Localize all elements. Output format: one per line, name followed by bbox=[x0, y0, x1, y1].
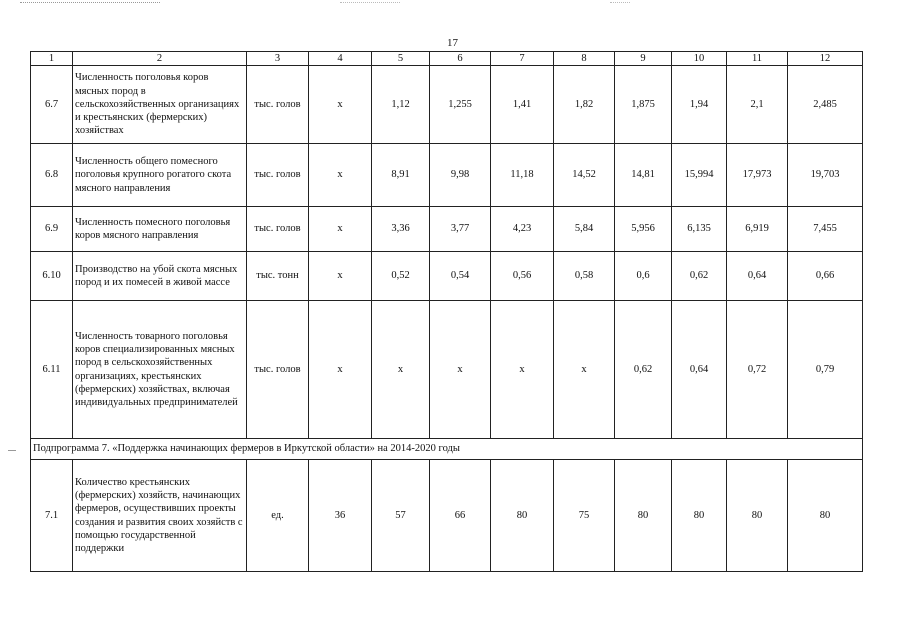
value-cell: х bbox=[554, 301, 615, 439]
header-cell: 8 bbox=[554, 52, 615, 66]
value-cell: х bbox=[309, 252, 372, 301]
row-number: 6.11 bbox=[31, 301, 73, 439]
value-cell: 7,455 bbox=[788, 207, 863, 252]
value-cell: х bbox=[430, 301, 491, 439]
header-cell: 10 bbox=[672, 52, 727, 66]
header-cell: 12 bbox=[788, 52, 863, 66]
value-cell: 0,52 bbox=[372, 252, 430, 301]
header-cell: 4 bbox=[309, 52, 372, 66]
value-cell: 66 bbox=[430, 460, 491, 572]
value-cell: 14,52 bbox=[554, 144, 615, 207]
value-cell: 6,135 bbox=[672, 207, 727, 252]
value-cell: 1,255 bbox=[430, 66, 491, 144]
indicator-name: Производство на убой скота мясных пород и их помесей в живой массе bbox=[73, 252, 247, 301]
value-cell: 14,81 bbox=[615, 144, 672, 207]
indicator-name: Численность общего помесного поголовья крупного рогатого скота мясного направления bbox=[73, 144, 247, 207]
value-cell: 0,56 bbox=[491, 252, 554, 301]
value-cell: 80 bbox=[615, 460, 672, 572]
value-cell: 0,64 bbox=[727, 252, 788, 301]
indicator-name: Численность товарного поголовья коров специализированных мясных пород в сельскохозяйственных организациях, крестьянских (фермерских) хозяйствах, включая индивидуальных предпринимателей bbox=[73, 301, 247, 439]
header-cell: 3 bbox=[247, 52, 309, 66]
value-cell: 11,18 bbox=[491, 144, 554, 207]
table-row bbox=[31, 301, 863, 439]
value-cell: 4,23 bbox=[491, 207, 554, 252]
value-cell: 3,77 bbox=[430, 207, 491, 252]
value-cell: 0,62 bbox=[672, 252, 727, 301]
value-cell: 1,41 bbox=[491, 66, 554, 144]
table-row bbox=[31, 66, 863, 144]
value-cell: х bbox=[309, 144, 372, 207]
scan-artifact bbox=[8, 450, 16, 451]
value-cell: 3,36 bbox=[372, 207, 430, 252]
value-cell: 57 bbox=[372, 460, 430, 572]
value-cell: 5,84 bbox=[554, 207, 615, 252]
indicator-name: Количество крестьянских (фермерских) хозяйств, начинающих фермеров, осуществивших проекты создания и развития своих хозяйств с помощью государственной поддержки bbox=[73, 460, 247, 572]
value-cell: х bbox=[309, 207, 372, 252]
scan-artifact bbox=[340, 2, 400, 6]
value-cell: 0,79 bbox=[788, 301, 863, 439]
value-cell: 80 bbox=[788, 460, 863, 572]
value-cell: 1,82 bbox=[554, 66, 615, 144]
value-cell: 0,66 bbox=[788, 252, 863, 301]
indicator-name: Численность помесного поголовья коров мясного направления bbox=[73, 207, 247, 252]
table-row bbox=[31, 207, 863, 252]
value-cell: 19,703 bbox=[788, 144, 863, 207]
value-cell: 2,485 bbox=[788, 66, 863, 144]
value-cell: 80 bbox=[672, 460, 727, 572]
value-cell: 1,12 bbox=[372, 66, 430, 144]
value-cell: 0,58 bbox=[554, 252, 615, 301]
value-cell: 0,54 bbox=[430, 252, 491, 301]
value-cell: 0,62 bbox=[615, 301, 672, 439]
value-cell: 1,875 bbox=[615, 66, 672, 144]
value-cell: 75 bbox=[554, 460, 615, 572]
row-number: 6.8 bbox=[31, 144, 73, 207]
row-number: 6.10 bbox=[31, 252, 73, 301]
value-cell: 1,94 bbox=[672, 66, 727, 144]
subprogram-title: Подпрограмма 7. «Поддержка начинающих фермеров в Иркутской области» на 2014-2020 годы bbox=[31, 439, 863, 460]
value-cell: 2,1 bbox=[727, 66, 788, 144]
value-cell: х bbox=[309, 301, 372, 439]
value-cell: 80 bbox=[491, 460, 554, 572]
value-cell: 15,994 bbox=[672, 144, 727, 207]
header-cell: 11 bbox=[727, 52, 788, 66]
value-cell: 17,973 bbox=[727, 144, 788, 207]
value-cell: 0,64 bbox=[672, 301, 727, 439]
row-number: 7.1 bbox=[31, 460, 73, 572]
header-cell: 7 bbox=[491, 52, 554, 66]
unit-cell: тыс. голов bbox=[247, 207, 309, 252]
indicator-name: Численность поголовья коров мясных пород в сельскохозяйственных организациях и крестьянских (фермерских) хозяйствах bbox=[73, 66, 247, 144]
page-number: 17 bbox=[447, 37, 458, 49]
header-cell: 9 bbox=[615, 52, 672, 66]
value-cell: 0,6 bbox=[615, 252, 672, 301]
table-row bbox=[31, 460, 863, 572]
header-cell: 1 bbox=[31, 52, 73, 66]
value-cell: 9,98 bbox=[430, 144, 491, 207]
table-row bbox=[31, 252, 863, 301]
row-number: 6.9 bbox=[31, 207, 73, 252]
value-cell: х bbox=[372, 301, 430, 439]
value-cell: 80 bbox=[727, 460, 788, 572]
value-cell: 8,91 bbox=[372, 144, 430, 207]
row-number: 6.7 bbox=[31, 66, 73, 144]
scan-artifact bbox=[20, 2, 160, 6]
unit-cell: тыс. голов bbox=[247, 301, 309, 439]
value-cell: х bbox=[491, 301, 554, 439]
header-cell: 5 bbox=[372, 52, 430, 66]
value-cell: 6,919 bbox=[727, 207, 788, 252]
value-cell: х bbox=[309, 66, 372, 144]
header-cell: 2 bbox=[73, 52, 247, 66]
table-row bbox=[31, 144, 863, 207]
scan-artifact bbox=[610, 2, 630, 6]
subprogram-row bbox=[31, 439, 863, 460]
value-cell: 0,72 bbox=[727, 301, 788, 439]
value-cell: 5,956 bbox=[615, 207, 672, 252]
indicators-table bbox=[30, 51, 863, 572]
unit-cell: тыс. тонн bbox=[247, 252, 309, 301]
unit-cell: тыс. голов bbox=[247, 66, 309, 144]
header-row bbox=[31, 52, 863, 66]
unit-cell: тыс. голов bbox=[247, 144, 309, 207]
header-cell: 6 bbox=[430, 52, 491, 66]
unit-cell: ед. bbox=[247, 460, 309, 572]
value-cell: 36 bbox=[309, 460, 372, 572]
